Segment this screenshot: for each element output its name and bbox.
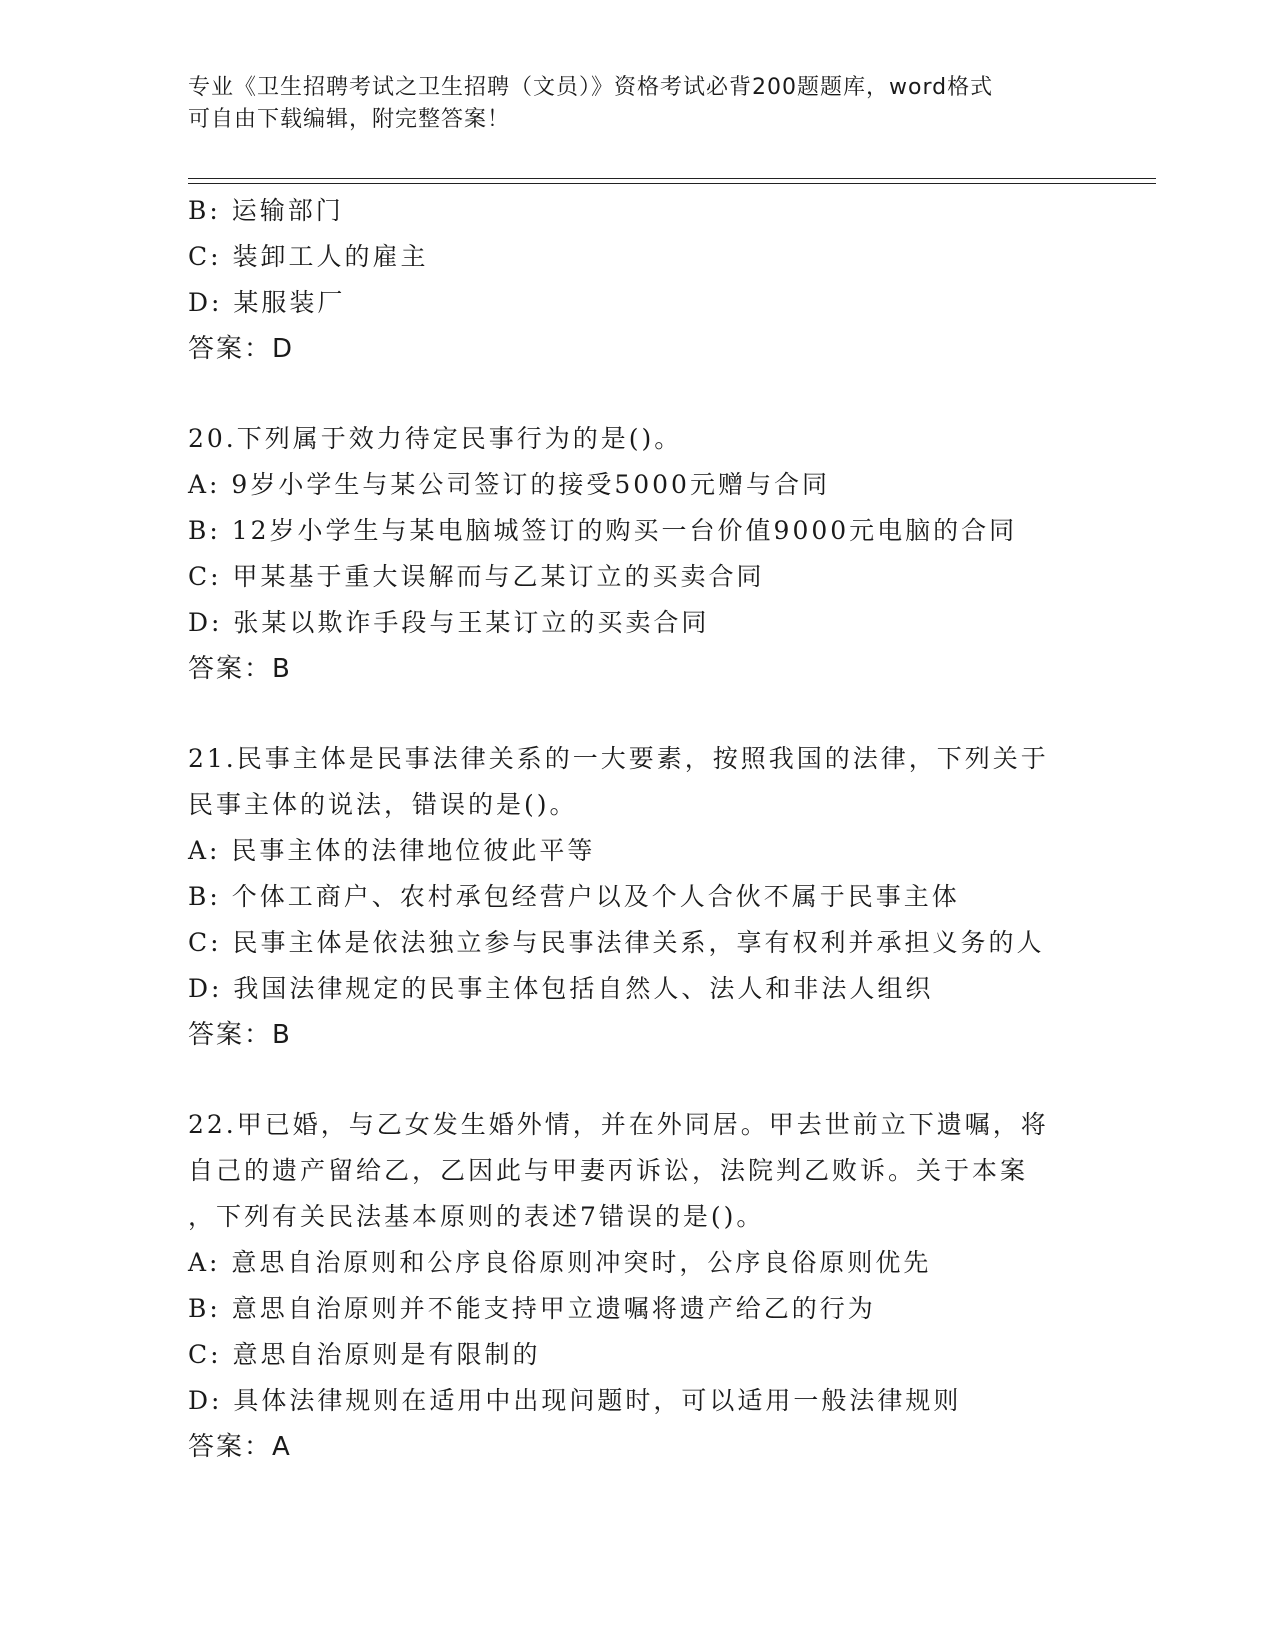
option-a: A: 意思自治原则和公序良俗原则冲突时，公序良俗原则优先 (188, 1248, 932, 1277)
question-stem: 自己的遗产留给乙，乙因此与甲妻丙诉讼，法院判乙败诉。关于本案 (188, 1156, 1029, 1185)
question-stem: 民事主体的说法，错误的是()。 (188, 790, 578, 819)
option-d: D: 我国法律规定的民事主体包括自然人、法人和非法人组织 (188, 974, 934, 1003)
answer-line: 答案：A (188, 1432, 292, 1462)
question-stem: 21.民事主体是民事法律关系的一大要素，按照我国的法律，下列关于 (188, 744, 1049, 773)
option-b: B: 意思自治原则并不能支持甲立遗嘱将遗产给乙的行为 (188, 1294, 876, 1323)
question-19-continued (188, 188, 1088, 372)
option-c: C: 装卸工人的雇主 (188, 242, 429, 271)
header-rule-top (188, 178, 1156, 179)
answer-line: 答案：D (188, 334, 295, 364)
document-body (188, 188, 1088, 1470)
answer-line: 答案：B (188, 1020, 292, 1050)
option-c: C: 甲某基于重大误解而与乙某订立的买卖合同 (188, 562, 765, 591)
question-22 (188, 1102, 1088, 1470)
question-stem: 20.下列属于效力待定民事行为的是()。 (188, 424, 683, 453)
question-stem: ，下列有关民法基本原则的表述7错误的是()。 (188, 1202, 765, 1231)
question-stem: 22.甲已婚，与乙女发生婚外情，并在外同居。甲去世前立下遗嘱，将 (188, 1110, 1049, 1139)
option-a: A: 9岁小学生与某公司签订的接受5000元赠与合同 (188, 470, 830, 499)
question-21 (188, 736, 1088, 1058)
option-b: B: 12岁小学生与某电脑城签订的购买一台价值9000元电脑的合同 (188, 516, 1018, 545)
option-b: B: 运输部门 (188, 196, 344, 225)
option-d: D: 具体法律规则在适用中出现问题时，可以适用一般法律规则 (188, 1386, 962, 1415)
header-rule-bottom (188, 183, 1156, 184)
option-d: D: 张某以欺诈手段与王某订立的买卖合同 (188, 608, 710, 637)
option-c: C: 民事主体是依法独立参与民事法律关系，享有权利并承担义务的人 (188, 928, 1045, 957)
option-c: C: 意思自治原则是有限制的 (188, 1340, 541, 1369)
answer-line: 答案：B (188, 654, 292, 684)
option-d: D: 某服装厂 (188, 288, 346, 317)
option-b: B: 个体工商户、农村承包经营户以及个人合伙不属于民事主体 (188, 882, 960, 911)
document-header: 专业《卫生招聘考试之卫生招聘（文员）》资格考试必背200题题库，word格式 可自由下载编辑，附完整答案！ (188, 75, 994, 132)
question-20 (188, 416, 1088, 692)
option-a: A: 民事主体的法律地位彼此平等 (188, 836, 596, 865)
